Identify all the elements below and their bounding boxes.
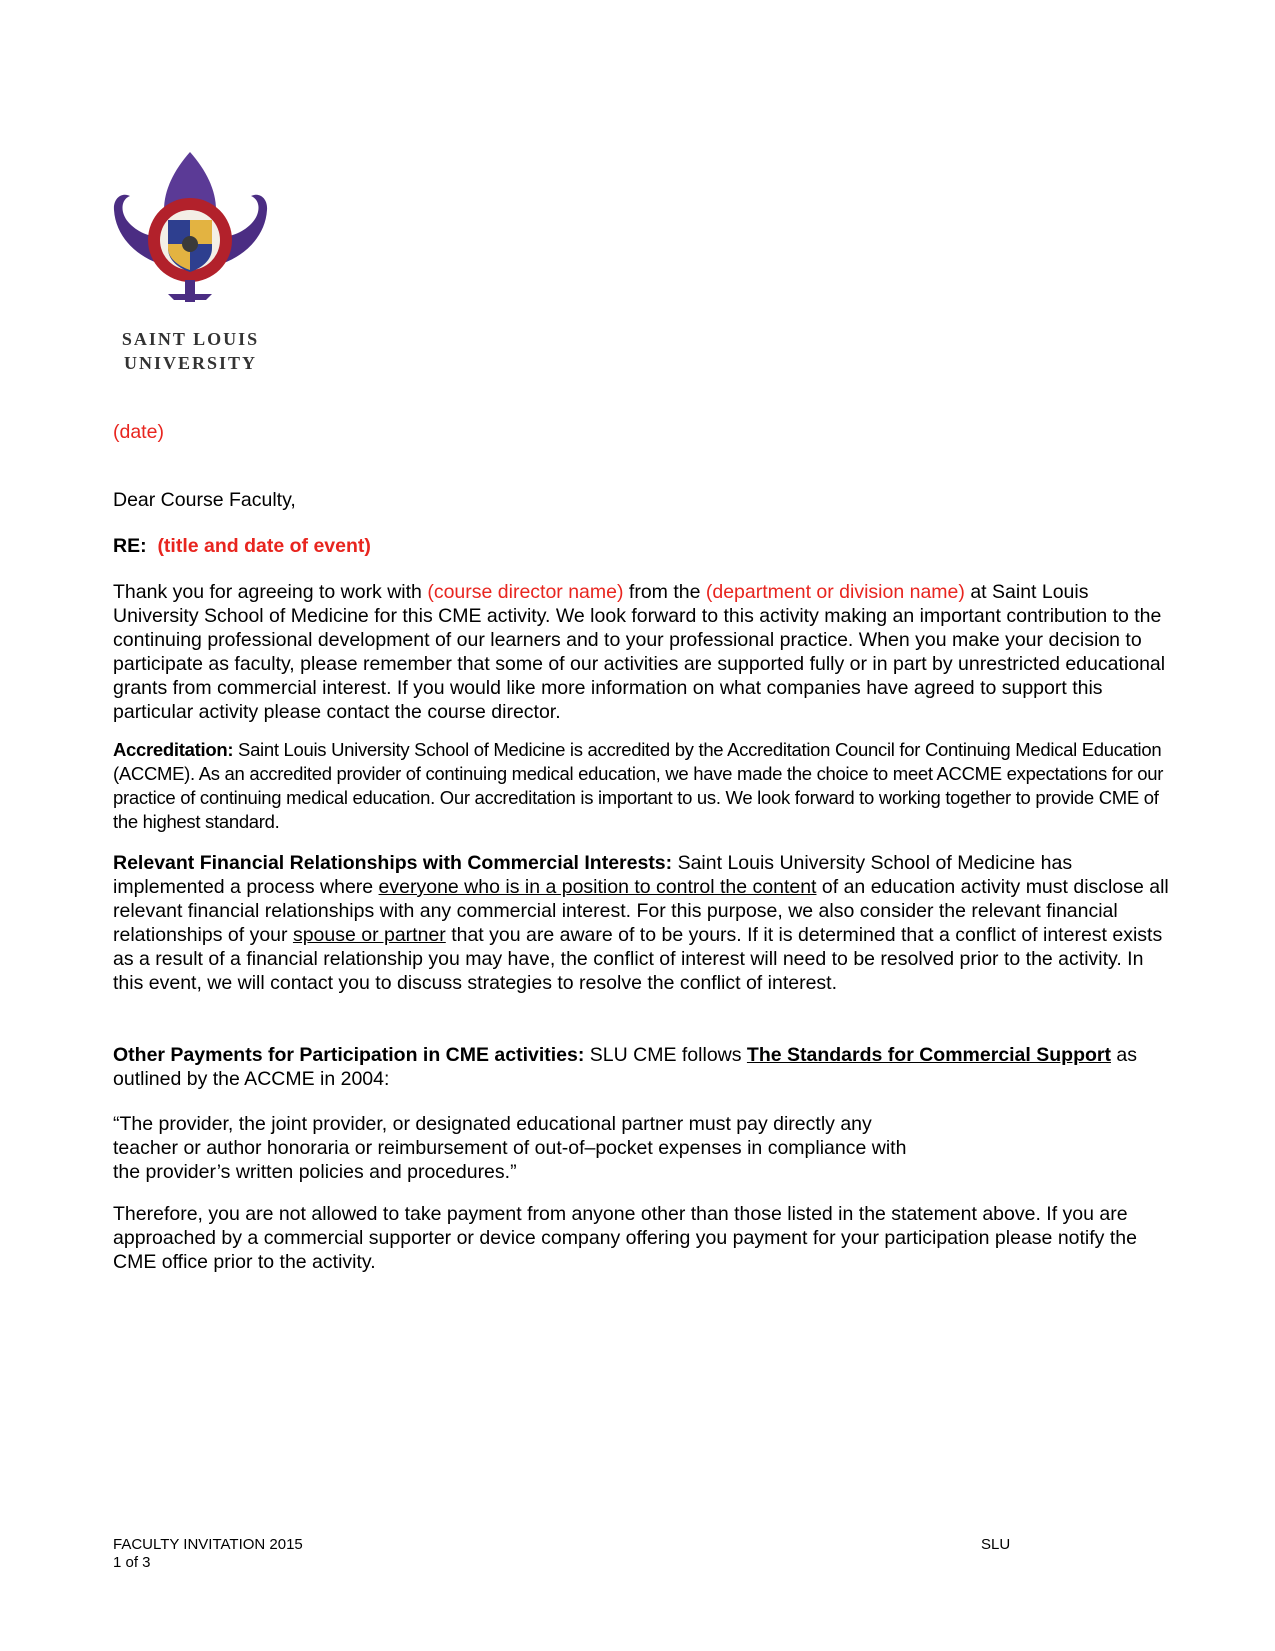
course-director-placeholder: (course director name) bbox=[427, 581, 624, 603]
page-number: 1 of 3 bbox=[113, 1554, 151, 1571]
financial-text-1: Saint Louis University School of Medicine has implemented a process where bbox=[113, 852, 1073, 898]
quote-line-2: teacher or author honoraria or reimbursement of out-of–pocket expenses in compliance with bbox=[113, 1137, 907, 1159]
intro-text-3: at Saint Louis University School of Medicine for this CME activity. We look forward to this activity making an important contribution to the continuing professional development of our learners and to your professional practice. When you make your decision to participate as faculty, please remember that some of our activities are supported fully or in part by unrestricted educational grants from commercial interest. If you would like more information on what companies have agreed to support this particular activity please contact the course director. bbox=[113, 581, 1166, 723]
re-line bbox=[113, 534, 1173, 558]
footer bbox=[113, 1536, 303, 1572]
intro-paragraph bbox=[113, 580, 1173, 724]
logo-line-1: SAINT LOUIS bbox=[121, 329, 260, 349]
intro-text-2: from the bbox=[623, 581, 706, 603]
accreditation-paragraph bbox=[113, 738, 1173, 834]
footer-right: SLU bbox=[981, 1536, 1011, 1553]
financial-text-3: that you are aware of to be yours. If it is determined that a conflict of interest exists as a result of a financial relationship you may have, the conflict of interest will need to be resolved prior to the activity. In this event, we will contact you to discuss strategies to resolve the conflict of interest. bbox=[113, 924, 1163, 994]
payments-paragraph bbox=[113, 1043, 1173, 1091]
accreditation-heading: Accreditation: bbox=[113, 739, 234, 760]
date-placeholder: (date) bbox=[113, 421, 164, 443]
intro-text-1: Thank you for agreeing to work with bbox=[113, 581, 428, 603]
financial-underline-2: spouse or partner bbox=[292, 924, 446, 946]
payments-text-2: as outlined by the ACCME in 2004: bbox=[113, 1044, 1137, 1090]
quote-line-1: “The provider, the joint provider, or designated educational partner must pay directly any bbox=[113, 1113, 872, 1135]
salutation: Dear Course Faculty, bbox=[113, 489, 296, 511]
financial-paragraph bbox=[113, 851, 1173, 995]
logo-line-2: UNIVERSITY bbox=[123, 353, 258, 373]
standards-link: The Standards for Commercial Support bbox=[746, 1044, 1111, 1066]
university-logo bbox=[108, 148, 273, 375]
re-event-title: (title and date of event) bbox=[157, 535, 371, 557]
financial-underline-1: everyone who is in a position to control the content bbox=[378, 876, 817, 898]
financial-text-2: of an education activity must disclose all relevant financial relationships with any commercial interest. For this purpose, we also consider the relevant financial relationships of your bbox=[113, 876, 1169, 946]
department-placeholder: (department or division name) bbox=[705, 581, 965, 603]
re-label: RE: bbox=[113, 535, 147, 557]
accreditation-text: Saint Louis University School of Medicine is accredited by the Accreditation Council for Continuing Medical Education (ACCME). As an accredited provider of continuing medical education, we have made the choice to meet ACCME expectations for our practice of continuing medical education. Our accreditation is important to us. We look forward to working together to provide CME of the highest standard. bbox=[113, 739, 1164, 832]
standards-quote bbox=[113, 1112, 1173, 1184]
payments-text-1: SLU CME follows bbox=[584, 1044, 747, 1066]
closing-paragraph: Therefore, you are not allowed to take payment from anyone other than those listed in the statement above. If you are approached by a commercial supporter or device company offering you payment for your participation please notify the CME office prior to the activity. bbox=[113, 1203, 1137, 1273]
quote-line-3: the provider’s written policies and procedures.” bbox=[113, 1161, 517, 1183]
fleur-de-lis-seal-icon bbox=[108, 148, 273, 313]
financial-heading: Relevant Financial Relationships with Commercial Interests: bbox=[113, 852, 673, 874]
payments-heading: Other Payments for Participation in CME activities: bbox=[113, 1044, 585, 1066]
footer-title: FACULTY INVITATION 2015 bbox=[113, 1536, 303, 1553]
